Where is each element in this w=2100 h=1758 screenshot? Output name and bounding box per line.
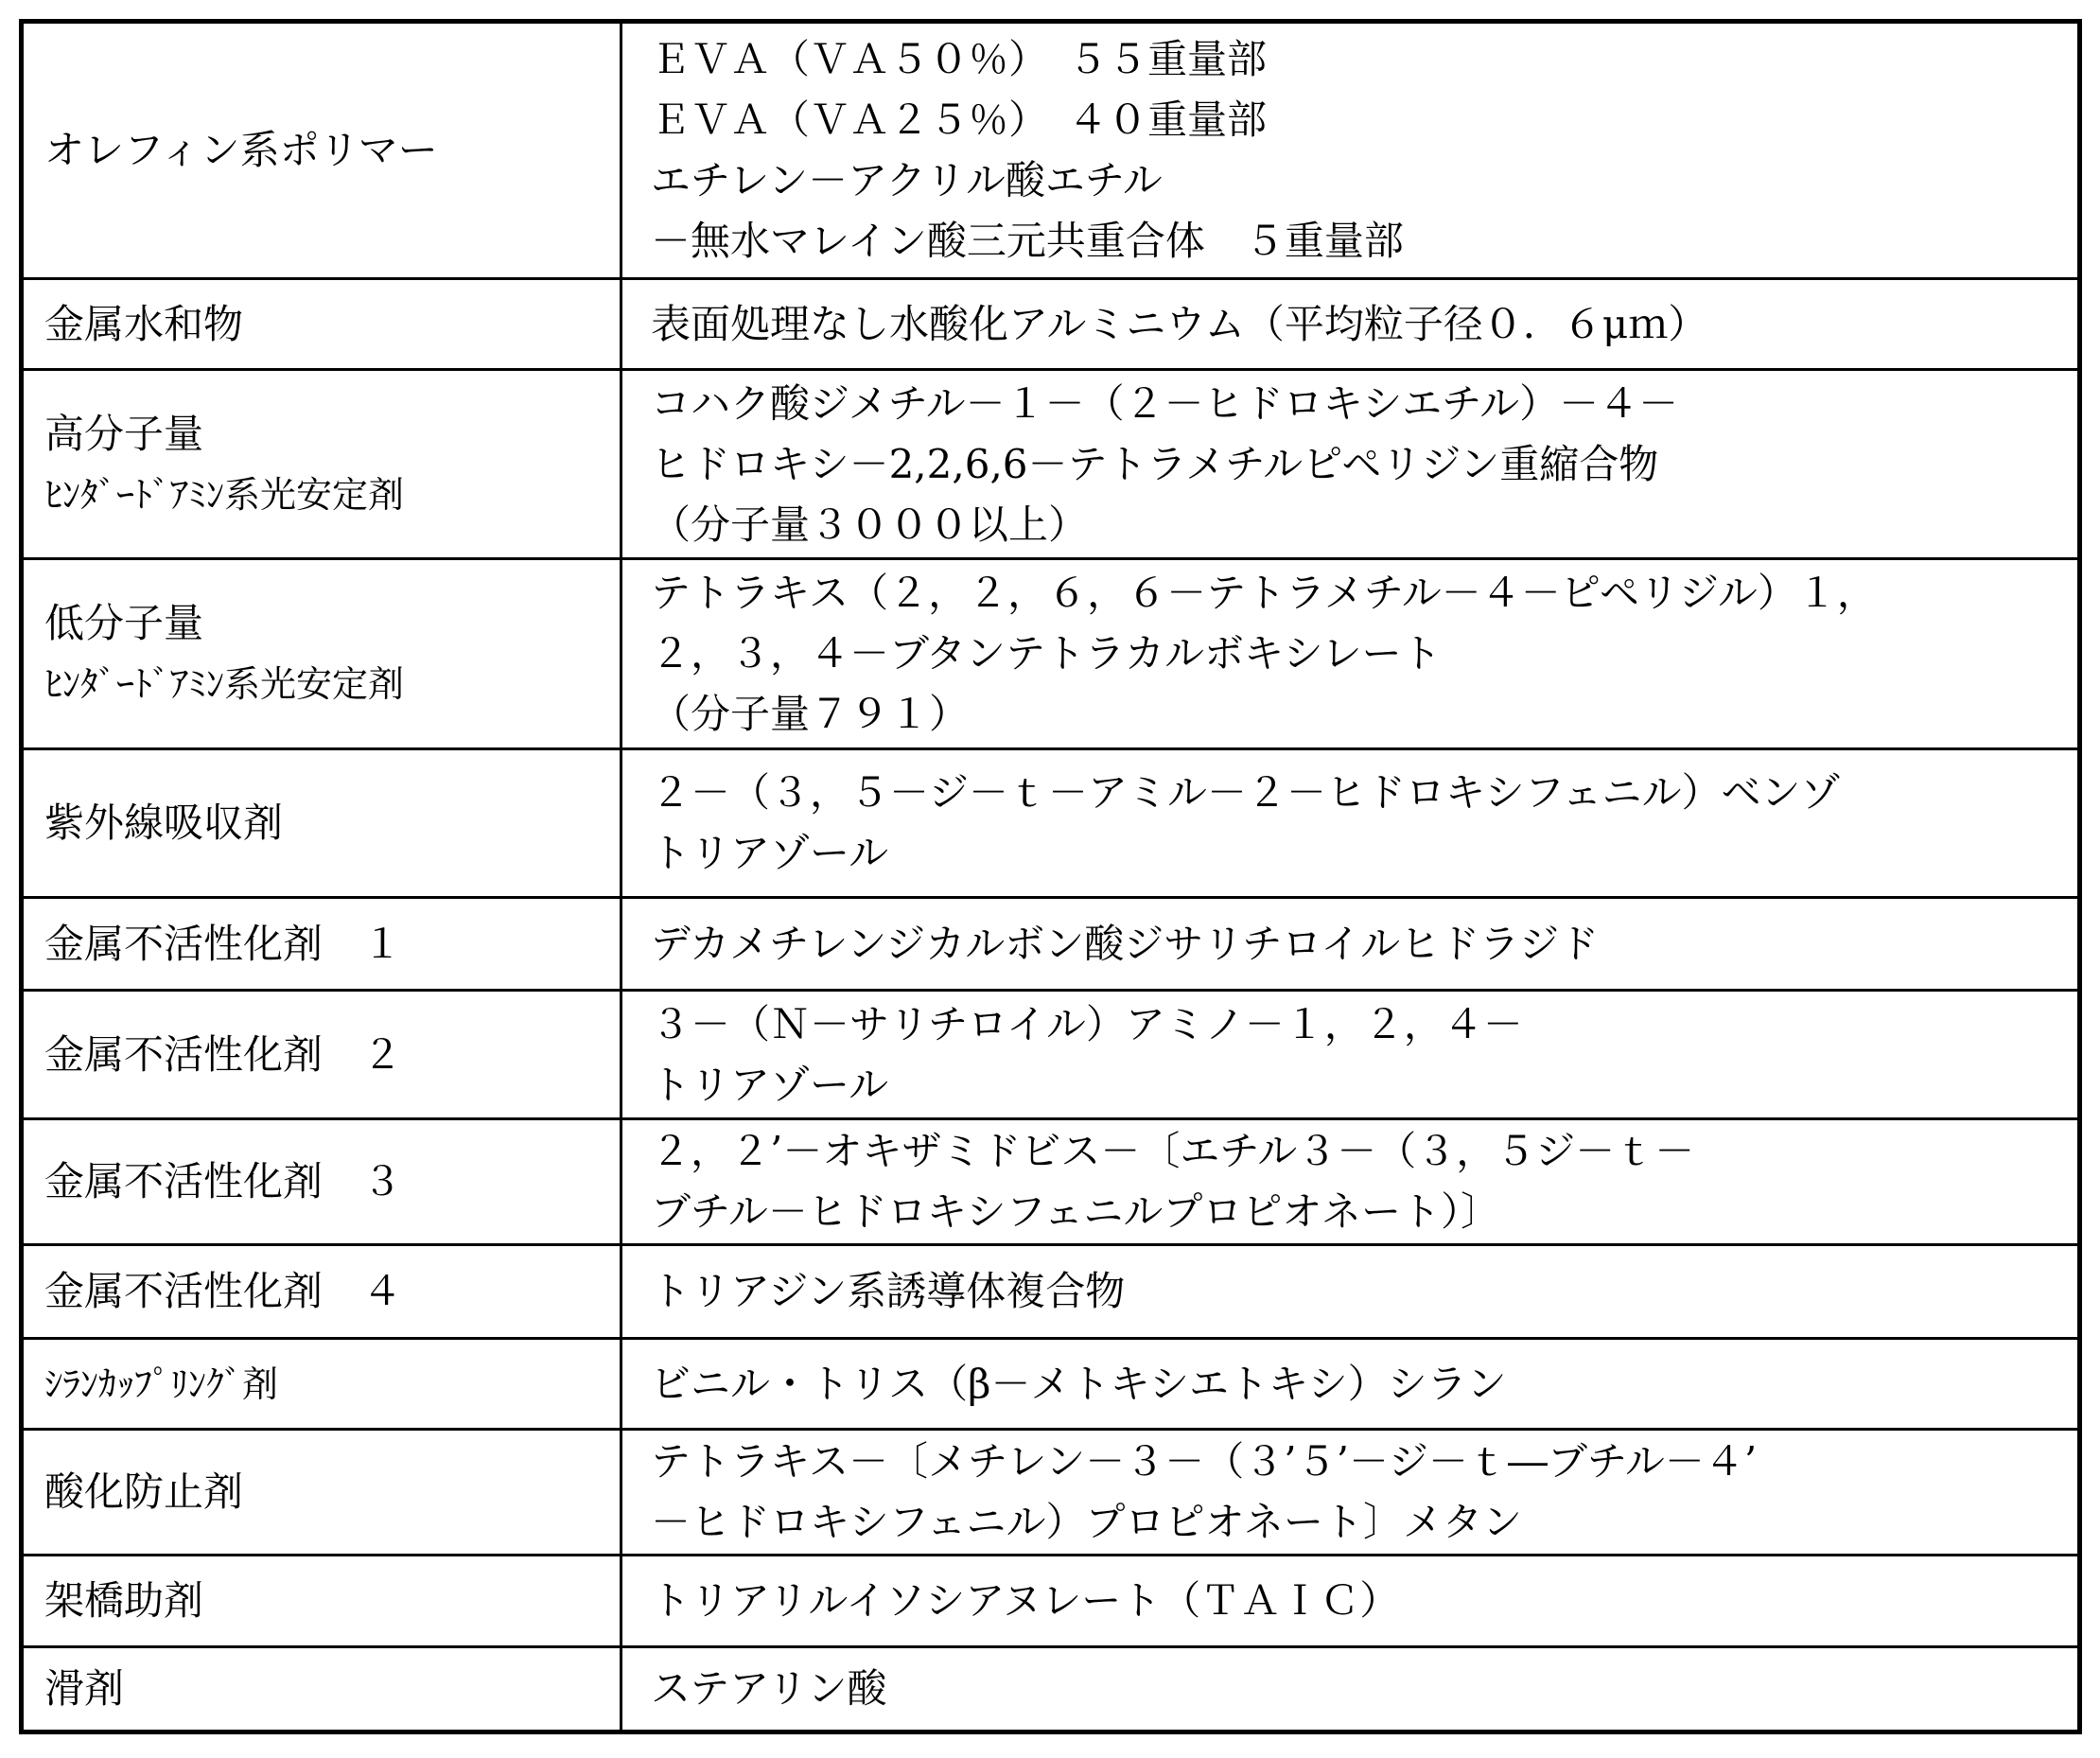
component-value-cell <box>622 1556 2077 1648</box>
component-label-line: 高分子量 <box>44 404 620 465</box>
component-value-cell <box>622 1431 2077 1556</box>
component-label-cell <box>24 1120 622 1246</box>
component-value-line: トリアゾール <box>651 823 2077 884</box>
component-value-line: トリアジン系誘導体複合物 <box>651 1261 2077 1322</box>
component-value-cell <box>622 899 2077 992</box>
component-value-line: ＥＶＡ（ＶＡ５０％） ５５重量部 <box>651 29 2077 90</box>
component-label-cell <box>24 750 622 899</box>
component-value-cell <box>622 1120 2077 1246</box>
component-value-cell <box>622 1648 2077 1730</box>
component-value-line: ２，２’－オキザミドビス－〔エチル３－（３，５ジ－ｔ－ <box>651 1121 2077 1182</box>
component-label-cell <box>24 560 622 750</box>
component-value-cell <box>622 1246 2077 1340</box>
component-label-line: オレフィン系ポリマー <box>44 120 620 181</box>
component-value-line: （分子量３０００以上） <box>651 495 2077 555</box>
component-label-line: ﾋﾝﾀﾞｰﾄﾞｱﾐﾝ系光安定剤 <box>44 654 620 714</box>
component-label-cell <box>24 1648 622 1730</box>
component-value-line: テトラキス－〔メチレン－３－（３’５’－ジ－ｔ―ブチル－４’ <box>651 1432 2077 1492</box>
component-value-cell <box>622 1340 2077 1431</box>
component-value-line: ブチル－ヒドロキシフェニルプロピオネート）〕 <box>651 1182 2077 1242</box>
component-value-line: テトラキス（２，２，６，６－テトラメチル－４－ピペリジル）１， <box>651 563 2077 624</box>
component-value-cell <box>622 560 2077 750</box>
component-label-line: 金属水和物 <box>44 294 620 355</box>
composition-table <box>19 19 2082 1734</box>
component-label-line: 低分子量 <box>44 593 620 654</box>
component-label-cell <box>24 24 622 280</box>
component-label-cell <box>24 899 622 992</box>
component-value-line: ３－（Ｎ－サリチロイル）アミノ－１，２，４－ <box>651 994 2077 1055</box>
component-value-line: ２－（３，５－ジ－ｔ－アミル－２－ヒドロキシフェニル）ベンゾ <box>651 763 2077 823</box>
component-value-cell <box>622 24 2077 280</box>
component-value-line: ２，３，４－ブタンテトラカルボキシレート <box>651 624 2077 684</box>
component-value-line: エチレン－アクリル酸エチル <box>651 150 2077 211</box>
component-value-line: （分子量７９１） <box>651 684 2077 745</box>
component-label-cell <box>24 1246 622 1340</box>
component-label-cell <box>24 1431 622 1556</box>
component-label-line: ﾋﾝﾀﾞｰﾄﾞｱﾐﾝ系光安定剤 <box>44 465 620 525</box>
component-value-cell <box>622 371 2077 560</box>
component-label-cell <box>24 371 622 560</box>
component-label-cell <box>24 992 622 1120</box>
component-value-line: ビニル・トリス（β－メトキシエトキシ）シラン <box>651 1354 2077 1415</box>
component-label-line: 金属不活性化剤 ４ <box>44 1261 620 1322</box>
component-label-line: 架橋助剤 <box>44 1571 620 1631</box>
component-value-line: 表面処理なし水酸化アルミニウム（平均粒子径０．６μｍ） <box>651 294 2077 355</box>
component-value-line: デカメチレンジカルボン酸ジサリチロイルヒドラジド <box>651 914 2077 975</box>
component-label-line: 酸化防止剤 <box>44 1462 620 1522</box>
component-label-line: 金属不活性化剤 １ <box>44 914 620 975</box>
component-value-cell <box>622 280 2077 371</box>
component-value-line: ステアリン酸 <box>651 1659 2077 1719</box>
component-label-cell <box>24 280 622 371</box>
component-value-line: コハク酸ジメチル－１－（２－ヒドロキシエチル）－４－ <box>651 374 2077 434</box>
component-value-line: ヒドロキシ－2,2,6,6－テトラメチルピペリジン重縮合物 <box>651 434 2077 495</box>
component-value-line: ＥＶＡ（ＶＡ２５％） ４０重量部 <box>651 90 2077 150</box>
component-label-line: 滑剤 <box>44 1659 620 1719</box>
component-label-cell <box>24 1340 622 1431</box>
component-value-line: トリアリルイソシアヌレート（ＴＡＩＣ） <box>651 1571 2077 1631</box>
component-value-cell <box>622 992 2077 1120</box>
component-label-line: 金属不活性化剤 ２ <box>44 1025 620 1085</box>
component-value-cell <box>622 750 2077 899</box>
component-label-cell <box>24 1556 622 1648</box>
component-value-line: トリアゾール <box>651 1055 2077 1116</box>
component-label-line: ｼﾗﾝｶｯﾌﾟﾘﾝｸﾞ剤 <box>44 1354 620 1415</box>
component-value-line: －ヒドロキシフェニル）プロピオネート〕メタン <box>651 1492 2077 1553</box>
component-label-line: 紫外線吸収剤 <box>44 793 620 853</box>
component-label-line: 金属不活性化剤 ３ <box>44 1151 620 1212</box>
component-value-line: －無水マレイン酸三元共重合体 ５重量部 <box>651 211 2077 272</box>
